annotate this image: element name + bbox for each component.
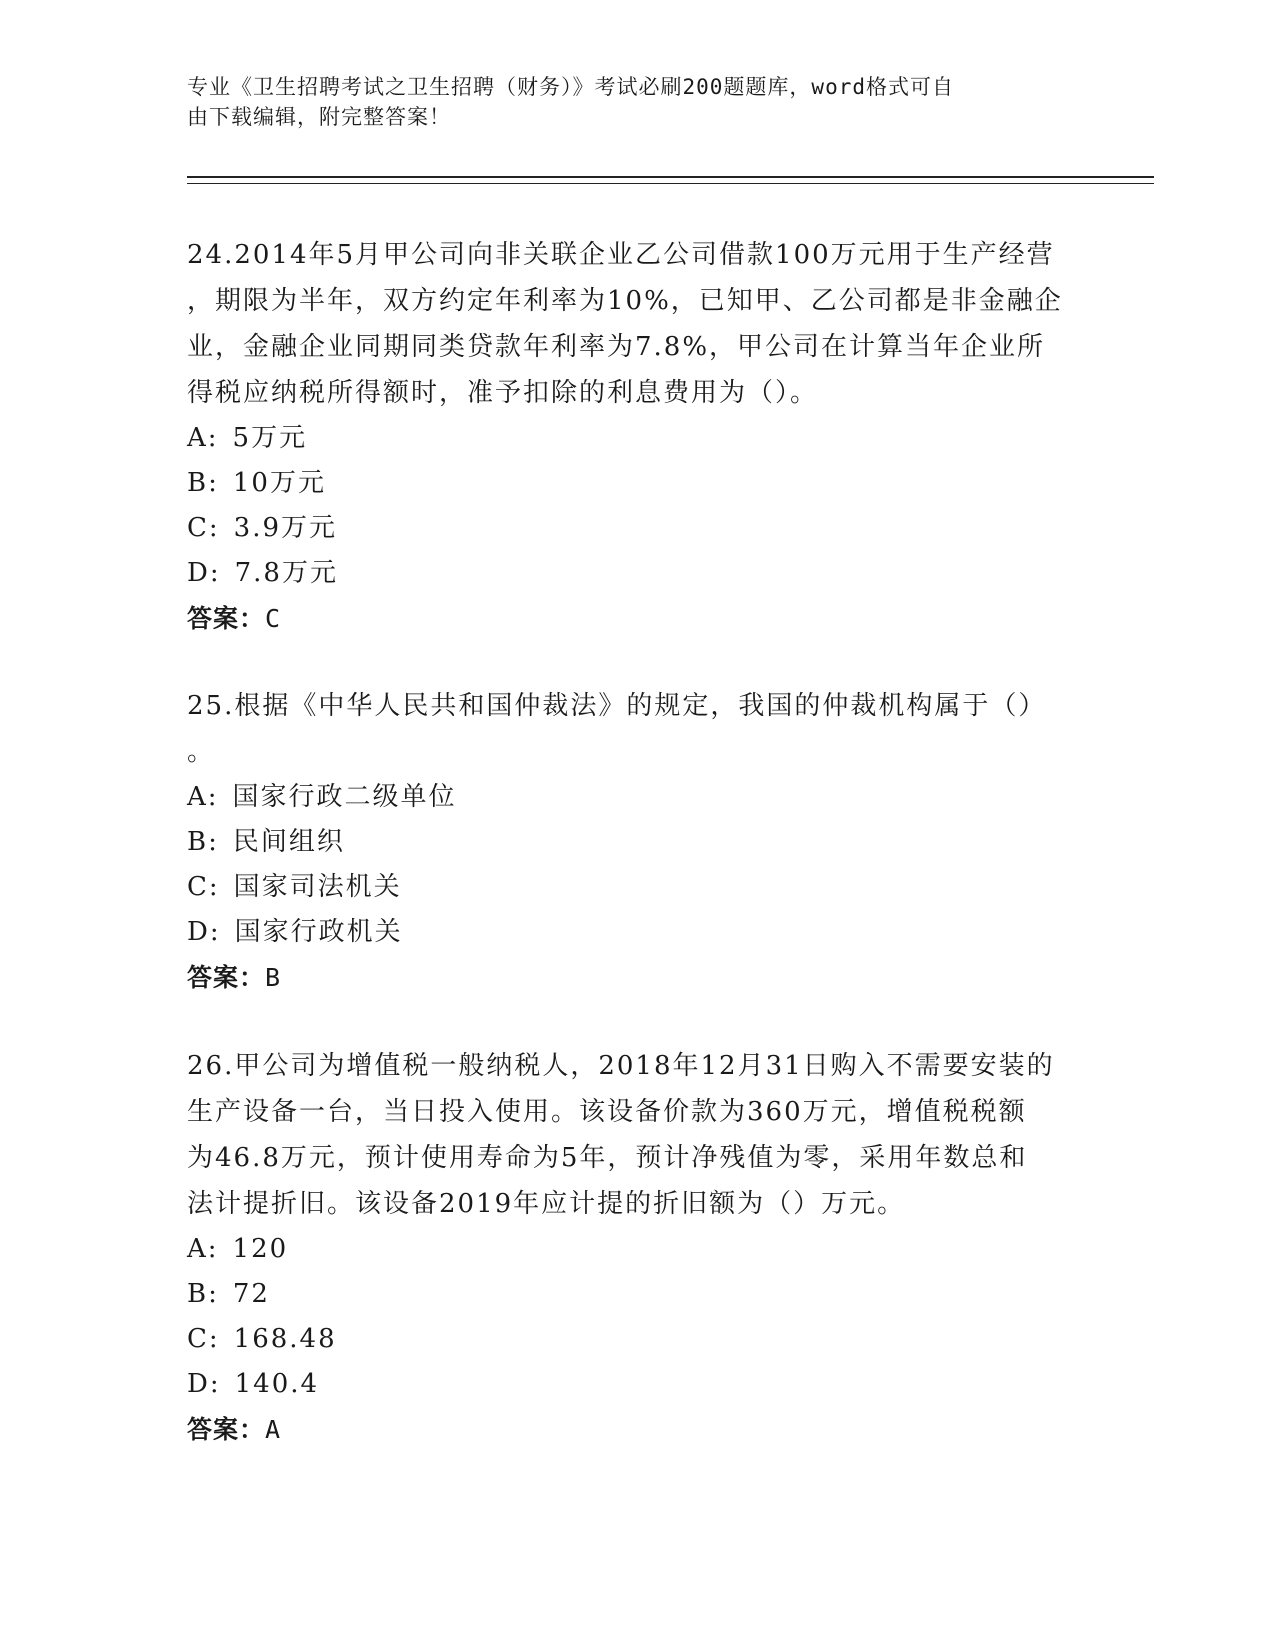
question-stem [187,683,1087,775]
question-stem-line: 得税应纳税所得额时，准予扣除的利息费用为（）。 [187,378,819,408]
header-divider-thin [187,183,1154,184]
option-text: 10万元 [232,468,326,498]
option-text: 140.4 [234,1369,320,1399]
question-stem-line: 24.2014年5月甲公司向非关联企业乙公司借款100万元用于生产经营 [187,240,1055,270]
option-text: 国家司法机关 [233,872,402,902]
document-header [187,72,1067,132]
header-line: 专业《卫生招聘考试之卫生招聘（财务）》考试必刷200题题库，word格式可自 [187,75,954,99]
option-text: 72 [232,1279,270,1309]
option-text: 168.48 [233,1324,337,1354]
option-letter: C: [187,872,220,902]
option-letter: B: [187,1279,219,1309]
answer-value: A [265,1415,282,1444]
question-stem-line: 生产设备一台，当日投入使用。该设备价款为360万元，增值税税额 [187,1097,1027,1127]
option-letter: A: [187,1234,219,1264]
option-c [187,1317,1087,1362]
option-letter: B: [187,827,219,857]
option-text: 120 [232,1234,289,1264]
option-c [187,506,1087,551]
option-letter: A: [187,782,219,812]
option-text: 7.8万元 [234,558,338,588]
question-block [187,232,1087,642]
option-d [187,551,1087,596]
option-letter: D: [187,558,221,588]
question-block [187,1043,1087,1453]
question-stem-line: 26.甲公司为增值税一般纳税人，2018年12月31日购入不需要安装的 [187,1051,1055,1081]
option-letter: C: [187,513,220,543]
option-text: 5万元 [232,423,308,453]
option-d [187,1362,1087,1407]
question-stem-line: 为46.8万元，预计使用寿命为5年，预计净残值为零，采用年数总和 [187,1143,1028,1173]
option-letter: D: [187,917,221,947]
answer-label: 答案： [187,963,266,992]
answer-line [187,596,1087,642]
answer-label: 答案： [187,604,266,633]
header-divider [187,176,1154,178]
option-letter: A: [187,423,219,453]
option-letter: B: [187,468,219,498]
option-text: 3.9万元 [233,513,338,543]
option-text: 民间组织 [232,827,345,857]
option-letter: C: [187,1324,220,1354]
option-a [187,775,1087,820]
option-a [187,1227,1087,1272]
answer-value: B [265,963,282,992]
option-text: 国家行政二级单位 [232,782,457,812]
question-stem-line: 法计提折旧。该设备2019年应计提的折旧额为（）万元。 [187,1189,906,1219]
option-b [187,461,1087,506]
option-a [187,416,1087,461]
question-block [187,683,1087,1001]
option-b [187,820,1087,865]
answer-label: 答案： [187,1415,266,1444]
option-letter: D: [187,1369,221,1399]
option-c [187,865,1087,910]
option-text: 国家行政机关 [234,917,403,947]
option-b [187,1272,1087,1317]
option-d [187,910,1087,955]
question-stem-line: 。 [187,737,216,767]
header-line: 由下载编辑，附完整答案！ [187,105,451,129]
answer-value: C [265,604,282,633]
answer-line [187,955,1087,1001]
question-stem [187,232,1087,416]
question-stem-line: 25.根据《中华人民共和国仲裁法》的规定，我国的仲裁机构属于（） [187,691,1047,721]
question-stem-line: ，期限为半年，双方约定年利率为10%，已知甲、乙公司都是非金融企 [187,286,1063,316]
question-stem-line: 业，金融企业同期同类贷款年利率为7.8%，甲公司在计算当年企业所 [187,332,1046,362]
question-stem [187,1043,1087,1227]
answer-line [187,1407,1087,1453]
